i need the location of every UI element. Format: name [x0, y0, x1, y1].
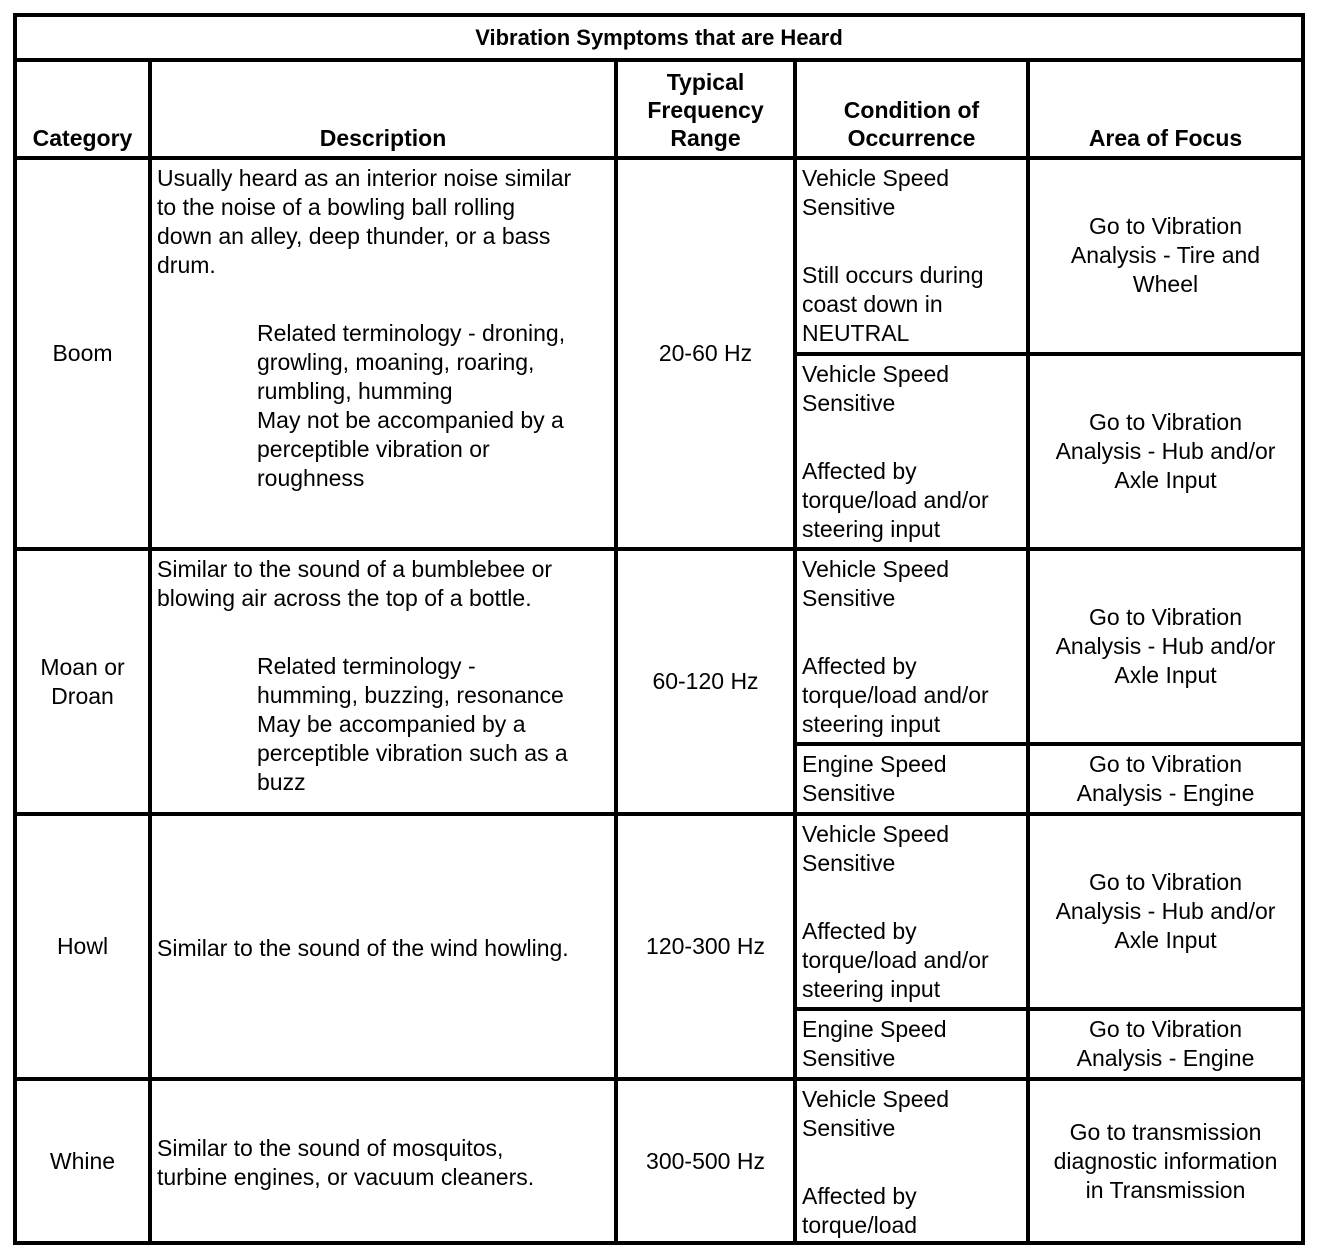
focus-line: Analysis - Engine — [1076, 1045, 1255, 1071]
condition-first — [802, 360, 1022, 418]
description-line: blowing air across the top of a bottle. — [157, 585, 532, 611]
focus-line: Go to Vibration — [1089, 1016, 1243, 1042]
focus-cell — [1028, 814, 1303, 1009]
description-line: Related terminology - droning, — [257, 320, 566, 346]
condition-line: Affected by — [802, 918, 917, 944]
condition-line: steering input — [802, 516, 941, 542]
description-line: down an alley, deep thunder, or a bass — [157, 223, 551, 249]
spacer — [157, 280, 610, 319]
condition-first — [802, 164, 1022, 222]
focus-line: Wheel — [1132, 271, 1199, 297]
condition-line: Affected by — [802, 1183, 917, 1209]
condition-first — [802, 750, 1022, 808]
focus-line: Go to transmission — [1069, 1118, 1262, 1145]
focus-line: Axle Input — [1114, 662, 1217, 688]
focus-line: Analysis - Engine — [1076, 780, 1255, 806]
description-main — [157, 164, 610, 280]
description-line: humming, buzzing, resonance — [257, 682, 564, 708]
description-main — [157, 555, 610, 613]
condition-line: Engine Speed — [802, 1016, 947, 1042]
condition-first — [802, 1015, 1022, 1073]
condition-line: Sensitive — [802, 1115, 896, 1141]
description-line: turbine engines, or vacuum cleaners. — [157, 1164, 535, 1190]
category-cell — [15, 1079, 150, 1243]
condition-line: Vehicle Speed — [802, 821, 950, 847]
focus-line: Go to Vibration — [1089, 869, 1243, 895]
condition-line: Affected by — [802, 458, 917, 484]
focus-cell — [1028, 549, 1303, 744]
frequency-cell: 20-60 Hz — [616, 158, 795, 549]
focus-line: Analysis - Hub and/or — [1055, 438, 1276, 464]
description-line: perceptible vibration such as a — [257, 740, 568, 766]
category-cell — [15, 814, 150, 1079]
condition-line: Vehicle Speed — [802, 556, 950, 582]
focus-cell — [1028, 158, 1303, 354]
category-label: Whine — [49, 1147, 116, 1174]
title-row — [15, 15, 1303, 60]
focus-cell — [1028, 744, 1303, 814]
header-condition — [795, 60, 1028, 158]
focus-line: Go to Vibration — [1089, 213, 1243, 239]
condition-cell — [795, 744, 1028, 814]
condition-cell — [795, 549, 1028, 744]
description-related — [157, 652, 610, 797]
condition-line: Vehicle Speed — [802, 165, 950, 191]
frequency-cell: 300-500 Hz — [616, 1079, 795, 1243]
header-category: Category — [15, 60, 150, 158]
focus-line: Go to Vibration — [1089, 751, 1243, 777]
condition-line: Affected by — [802, 653, 917, 679]
description-line: May not be accompanied by a — [257, 407, 564, 433]
spacer — [802, 1143, 1022, 1182]
focus-line: Analysis - Hub and/or — [1055, 898, 1276, 924]
header-description: Description — [150, 60, 616, 158]
condition-second — [802, 261, 1022, 348]
focus-line: Go to Vibration — [1089, 604, 1243, 630]
condition-line: Engine Speed — [802, 751, 947, 777]
description-line: Similar to the sound of mosquitos, — [157, 1135, 504, 1161]
frequency-cell: 60-120 Hz — [616, 549, 795, 814]
table-row-boom — [15, 158, 1303, 354]
category-label: Howl — [56, 933, 109, 959]
category-cell — [15, 549, 150, 814]
condition-line: torque/load and/or — [802, 487, 989, 513]
condition-cell — [795, 158, 1028, 354]
condition-second — [802, 1182, 1022, 1240]
header-condition-line: Condition of — [843, 97, 980, 123]
condition-line: steering input — [802, 711, 941, 737]
description-cell — [150, 1079, 616, 1243]
header-row — [15, 60, 1303, 158]
condition-line: Still occurs during — [802, 262, 984, 288]
condition-cell — [795, 354, 1028, 549]
condition-second — [802, 457, 1022, 544]
condition-line: torque/load and/or — [802, 947, 989, 973]
condition-second — [802, 652, 1022, 739]
header-condition-line: Occurrence — [847, 125, 976, 151]
vibration-symptoms-table — [13, 13, 1305, 1245]
focus-cell — [1028, 354, 1303, 549]
table-title: Vibration Symptoms that are Heard — [15, 15, 1303, 60]
condition-line: Sensitive — [802, 585, 896, 611]
condition-line: torque/load and/or — [802, 682, 989, 708]
condition-second — [802, 917, 1022, 1004]
table-row-howl — [15, 814, 1303, 1009]
focus-line: Axle Input — [1114, 927, 1217, 953]
description-line: perceptible vibration or — [257, 436, 490, 462]
focus-cell — [1028, 1009, 1303, 1079]
header-frequency-line: Typical — [666, 69, 745, 95]
description-line: May be accompanied by a — [257, 711, 526, 737]
category-label: Moan or — [40, 653, 125, 680]
spacer — [157, 613, 610, 652]
description-line: buzz — [257, 769, 306, 795]
description-line: Related terminology - — [257, 653, 476, 679]
condition-line: torque/load — [802, 1212, 918, 1238]
focus-line: Axle Input — [1114, 467, 1217, 493]
header-frequency-line: Frequency — [647, 97, 764, 123]
condition-line: Vehicle Speed — [802, 361, 950, 387]
spacer — [802, 878, 1022, 917]
category-label: Droan — [51, 682, 114, 709]
spacer — [802, 613, 1022, 652]
description-line: growling, moaning, roaring, — [257, 349, 535, 375]
description-line: Similar to the sound of a bumblebee or — [157, 556, 553, 582]
condition-cell — [795, 1009, 1028, 1079]
table-row-moan — [15, 549, 1303, 744]
condition-cell — [795, 1079, 1028, 1243]
focus-line: Analysis - Hub and/or — [1055, 633, 1276, 659]
condition-line: Sensitive — [802, 1045, 896, 1071]
focus-line: Analysis - Tire and — [1070, 242, 1261, 268]
focus-line: diagnostic information — [1053, 1147, 1278, 1174]
condition-line: steering input — [802, 976, 941, 1002]
condition-line: Sensitive — [802, 780, 896, 806]
condition-line: Sensitive — [802, 390, 896, 416]
description-cell — [150, 158, 616, 549]
description-line: to the noise of a bowling ball rolling — [157, 194, 516, 220]
condition-line: Sensitive — [802, 194, 896, 220]
condition-first — [802, 1085, 1022, 1143]
condition-line: coast down in — [802, 291, 943, 317]
header-frequency-line: Range — [670, 125, 741, 151]
spacer — [802, 418, 1022, 457]
header-frequency — [616, 60, 795, 158]
description-cell — [150, 549, 616, 814]
condition-line: Sensitive — [802, 850, 896, 876]
condition-line: Vehicle Speed — [802, 1086, 950, 1112]
description-line: rumbling, humming — [257, 378, 453, 404]
condition-first — [802, 555, 1022, 613]
description-cell: Similar to the sound of the wind howling. — [150, 814, 616, 1079]
description-line: drum. — [157, 252, 216, 278]
description-related — [157, 319, 610, 493]
description-line: Usually heard as an interior noise similar — [157, 165, 572, 191]
description-line: roughness — [257, 465, 365, 491]
category-cell — [15, 158, 150, 549]
focus-line: Go to Vibration — [1089, 409, 1243, 435]
frequency-cell: 120-300 Hz — [616, 814, 795, 1079]
spacer — [802, 222, 1022, 261]
focus-line: in Transmission — [1085, 1176, 1246, 1203]
condition-first — [802, 820, 1022, 878]
table-row-whine — [15, 1079, 1303, 1243]
focus-cell — [1028, 1079, 1303, 1243]
category-label: Boom — [52, 340, 113, 366]
header-focus: Area of Focus — [1028, 60, 1303, 158]
condition-cell — [795, 814, 1028, 1009]
condition-line: NEUTRAL — [802, 320, 910, 346]
